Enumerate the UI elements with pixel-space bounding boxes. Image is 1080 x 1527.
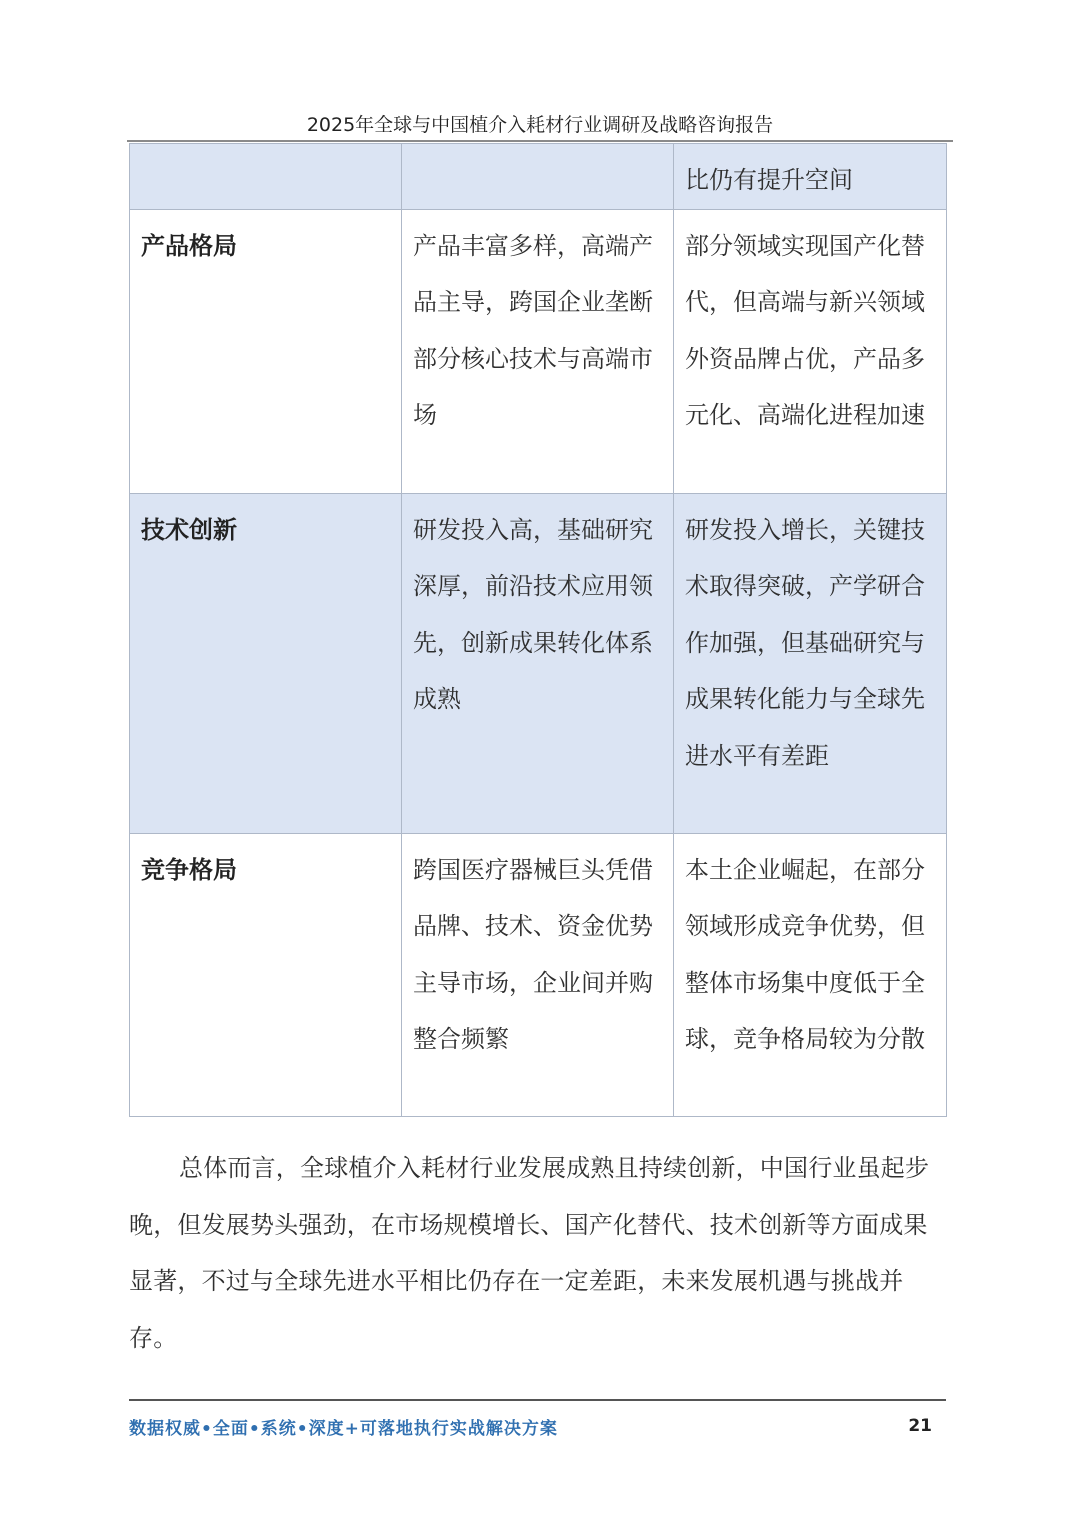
report-title: 2025年全球与中国植介入耗材行业调研及战略咨询报告 [306, 114, 774, 136]
summary-paragraph: 总体而言，全球植介入耗材行业发展成熟且持续创新，中国行业虽起步晚，但发展势头强劲，在市场规模增长、国产化替代、技术创新等方面成果显著，不过与全球先进水平相比仍存在一定差距，未来发展机遇与挑战并存。 [129, 1154, 930, 1352]
table-row [130, 144, 947, 210]
dimension-cell: 产品格局 [130, 209, 402, 493]
table-row [130, 833, 947, 1116]
table-row [130, 493, 947, 833]
comparison-table [129, 143, 947, 1117]
global-cell: 产品丰富多样，高端产品主导，跨国企业垄断部分核心技术与高端市场 [402, 209, 674, 493]
dimension-cell: 技术创新 [130, 493, 402, 833]
footer-slogan: 数据权威•全面•系统•深度+可落地执行实战解决方案 [129, 1419, 558, 1439]
global-cell: 跨国医疗器械巨头凭借品牌、技术、资金优势主导市场，企业间并购整合频繁 [402, 833, 674, 1116]
global-cell [402, 144, 674, 210]
china-cell: 部分领域实现国产化替代，但高端与新兴领域外资品牌占优，产品多元化、高端化进程加速 [674, 209, 947, 493]
dimension-cell [130, 144, 402, 210]
page-number: 21 [908, 1416, 932, 1436]
header-divider [127, 140, 953, 142]
dimension-cell: 竞争格局 [130, 833, 402, 1116]
china-cell: 比仍有提升空间 [674, 144, 947, 210]
footer-divider [129, 1399, 946, 1401]
china-cell: 本土企业崛起，在部分领域形成竞争优势，但整体市场集中度低于全球，竞争格局较为分散 [674, 833, 947, 1116]
global-cell: 研发投入高，基础研究深厚，前沿技术应用领先，创新成果转化体系成熟 [402, 493, 674, 833]
china-cell: 研发投入增长，关键技术取得突破，产学研合作加强，但基础研究与成果转化能力与全球先进水平有差距 [674, 493, 947, 833]
table-row [130, 209, 947, 493]
